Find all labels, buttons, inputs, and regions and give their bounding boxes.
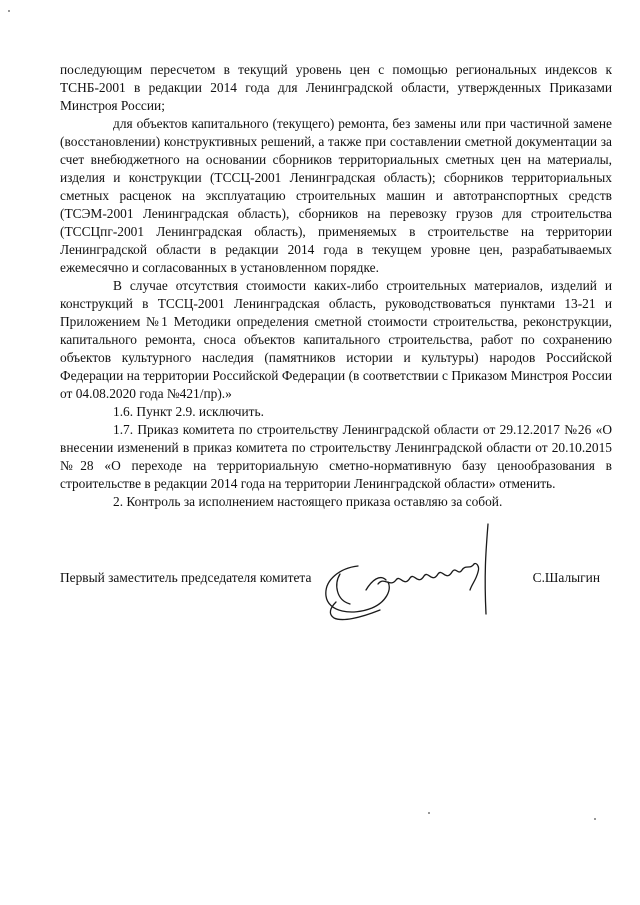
scan-speck bbox=[594, 818, 596, 820]
handwritten-signature-icon bbox=[300, 510, 505, 625]
document-body bbox=[60, 61, 612, 511]
paragraph-3: В случае отсутствия стоимости каких-либо строительных материалов, изделий и конструкций в ТССЦ-2001 Ленинградская область, руководствоваться пунктами 13-21 и Приложением №1 Методики определения сметной стоимости строительства, реконструкции, капитального ремонта, сноса объектов капитального строительства, работ по сохранению объектов культурного наследия (памятников истории и культуры) народов Российской Федерации на территории Российской Федерации (в соответствии с Приказом Минстроя России от 04.08.2020 года №421/пр).» bbox=[60, 278, 612, 401]
paragraph-2: для объектов капитального (текущего) ремонта, без замены или при частичной замене (восстановлении) конструктивных решений, а также при составлении сметной документации за счет внебюджетного на основании сборников территориальных сметных цен на материалы, изделия и конструкции (ТССЦ-2001 Ленинградская область); сборников территориальных сметных расценок на эксплуатацию строительных машин и автотранспортных средств (ТСЭМ-2001 Ленинградская область), сборников на перевозку грузов для строительства (ТССЦпг-2001 Ленинградская область), применяемых в строительстве на территории Ленинградской области в редакции 2014 года в текущем уровне цен, разрабатываемых ежемесячно и согласованных в установленном порядке. bbox=[60, 116, 612, 275]
signatory-name: С.Шалыгин bbox=[532, 570, 600, 585]
scan-speck bbox=[428, 812, 430, 814]
paragraph-1: последующим пересчетом в текущий уровень цен с помощью региональных индексов к ТСНБ-2001 в редакции 2014 года для Ленинградской области, утвержденных Приказами Минстроя России; bbox=[60, 62, 612, 113]
signatory-title: Первый заместитель председателя комитета bbox=[60, 570, 312, 585]
paragraph-5: 1.7. Приказ комитета по строительству Ленинградской области от 29.12.2017 №26 «О внесении изменений в приказ комитета по строительству Ленинградской области от 20.10.2015 №28 «О переходе на территориальную сметно-нормативную базу ценообразования в строительстве в редакции 2014 года на территории Ленинградской области» отменить. bbox=[60, 422, 612, 491]
scan-speck bbox=[8, 10, 10, 12]
paragraph-4: 1.6. Пункт 2.9. исключить. bbox=[113, 404, 264, 419]
paragraph-6: 2. Контроль за исполнением настоящего приказа оставляю за собой. bbox=[113, 494, 503, 509]
